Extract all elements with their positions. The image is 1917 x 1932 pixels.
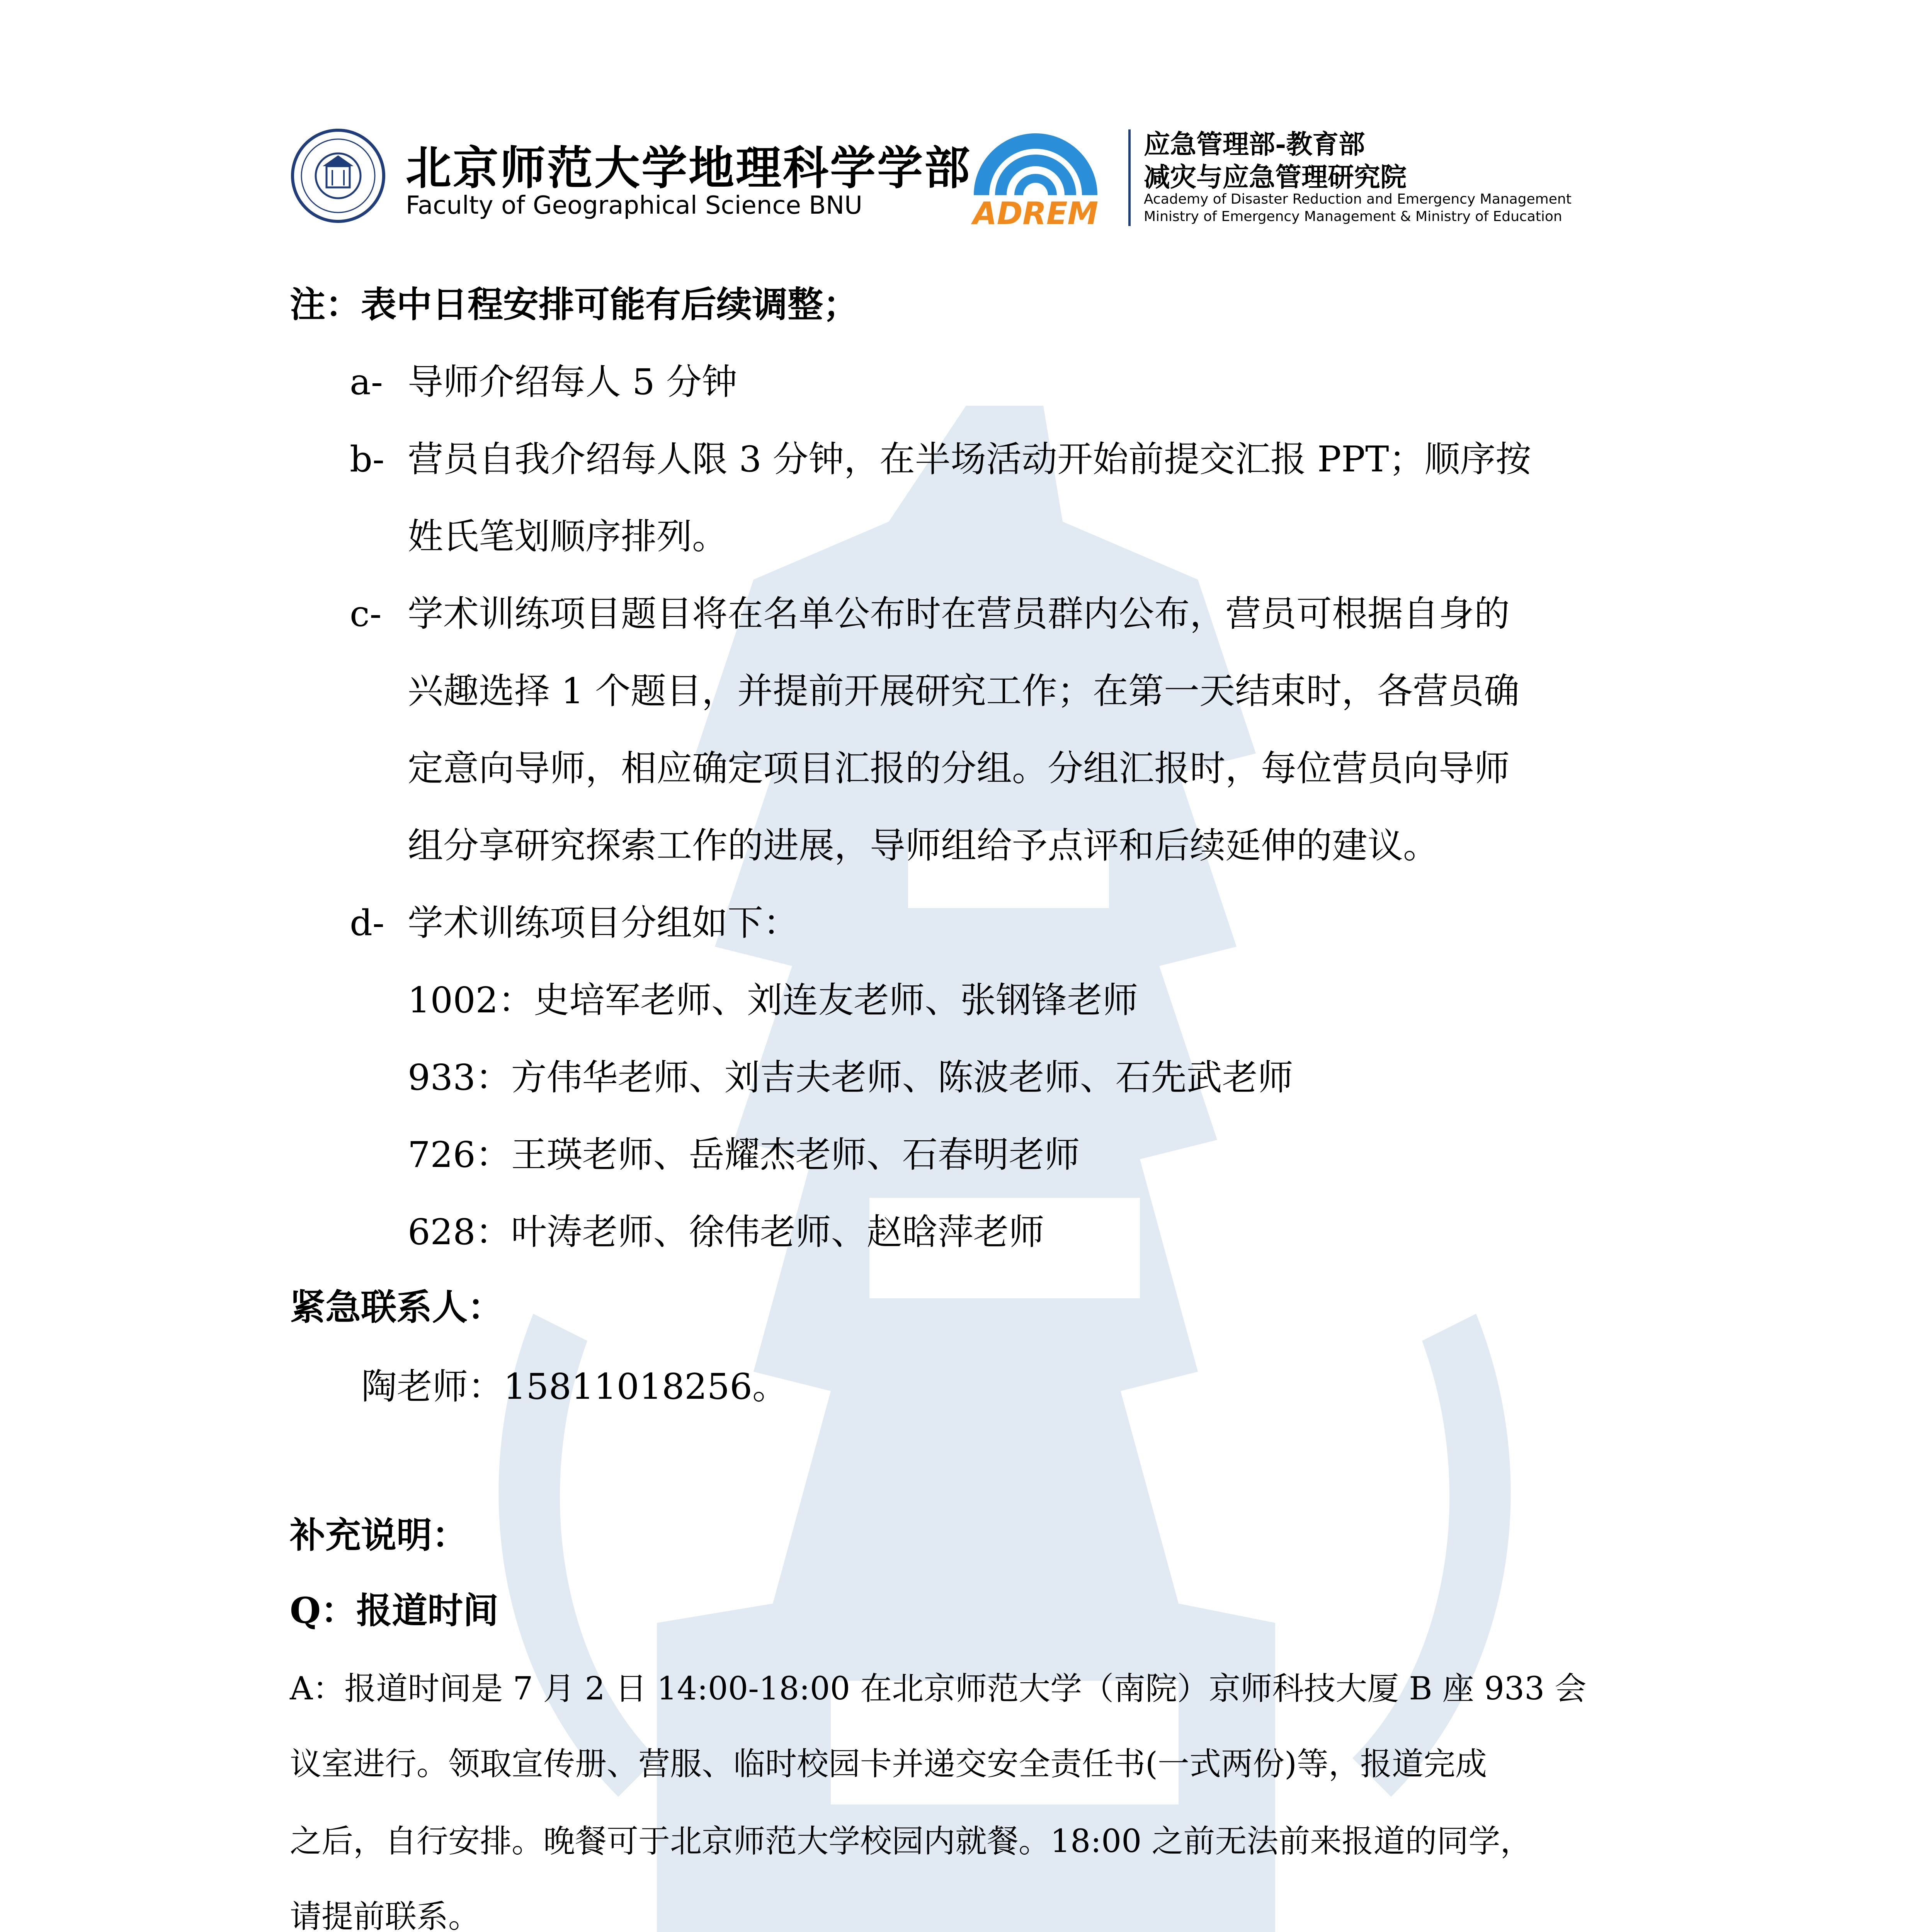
note-item-b-line-1: 营员自我介绍每人限 3 分钟，在半场活动开始前提交汇报 PPT；顺序按 <box>408 439 1531 480</box>
note-item-b-label: b- <box>350 439 384 480</box>
note-item-c-line-3: 定意向导师，相应确定项目汇报的分组。分组汇报时，每位营员向导师 <box>408 748 1510 789</box>
note-title: 注：表中日程安排可能有后续调整； <box>290 284 859 325</box>
contact-title: 紧急联系人： <box>290 1286 503 1328</box>
adrem-header <box>958 122 1615 234</box>
adrem-name-en-1: Academy of Disaster Reduction and Emergency Management <box>1144 191 1572 207</box>
note-item-c-label: c- <box>350 593 382 634</box>
group-726: 726：王瑛老师、岳耀杰老师、石春明老师 <box>408 1134 1080 1175</box>
answer-report-line-2: 议室进行。领取宣传册、营服、临时校园卡并递交安全责任书(一式两份)等，报道完成 <box>290 1746 1487 1782</box>
note-item-a-label: a- <box>350 361 383 403</box>
note-item-d <box>350 895 799 946</box>
adrem-name-cn-1: 应急管理部-教育部 <box>1144 129 1365 160</box>
adrem-name-en-2: Ministry of Emergency Management & Ministry of Education <box>1144 209 1562 224</box>
group-628: 628：叶涛老师、徐伟老师、赵晗萍老师 <box>408 1211 1044 1253</box>
supplement-title: 补充说明： <box>290 1514 468 1556</box>
bnu-name-cn: 北京师范大学地理科学学部 <box>406 141 972 195</box>
question-report-time: Q：报道时间 <box>290 1590 499 1631</box>
note-item-d-text: 学术训练项目分组如下： <box>408 902 799 944</box>
group-933: 933：方伟华老师、刘吉夫老师、陈波老师、石先武老师 <box>408 1057 1293 1098</box>
note-item-c <box>350 585 1510 636</box>
bnu-name-en: Faculty of Geographical Science BNU <box>406 191 862 220</box>
note-item-c-line-2: 兴趣选择 1 个题目，并提前开展研究工作；在第一天结束时，各营员确 <box>408 670 1520 712</box>
note-item-a-text: 导师介绍每人 5 分钟 <box>408 361 738 403</box>
header-divider <box>1128 129 1131 226</box>
group-1002: 1002：史培军老师、刘连友老师、张钢锋老师 <box>408 980 1138 1021</box>
adrem-logo-icon <box>958 122 1113 230</box>
adrem-name-cn-2: 减灾与应急管理研究院 <box>1144 162 1407 193</box>
adrem-logo-text: ADREM <box>973 196 1099 230</box>
note-item-c-line-4: 组分享研究探索工作的进展，导师组给予点评和后续延伸的建议。 <box>408 825 1439 866</box>
answer-report-line-3: 之后，自行安排。晚餐可于北京师范大学校园内就餐。18:00 之前无法前来报道的同学， <box>290 1823 1532 1860</box>
note-item-a <box>350 354 737 405</box>
bnu-header <box>290 124 972 228</box>
note-item-d-label: d- <box>350 902 384 944</box>
note-item-b <box>350 431 1531 482</box>
contact-text: 陶老师：15811018256。 <box>361 1366 788 1407</box>
note-item-b-line-2: 姓氏笔划顺序排列。 <box>408 516 728 557</box>
bnu-seal-icon <box>290 128 386 224</box>
answer-report-line-4: 请提前联系。 <box>290 1898 480 1932</box>
note-item-c-line-1: 学术训练项目题目将在名单公布时在营员群内公布，营员可根据自身的 <box>408 593 1510 634</box>
answer-report-line-1: A：报道时间是 7 月 2 日 14:00-18:00 在北京师范大学（南院）京师科技大厦 B 座 933 会 <box>290 1670 1587 1707</box>
